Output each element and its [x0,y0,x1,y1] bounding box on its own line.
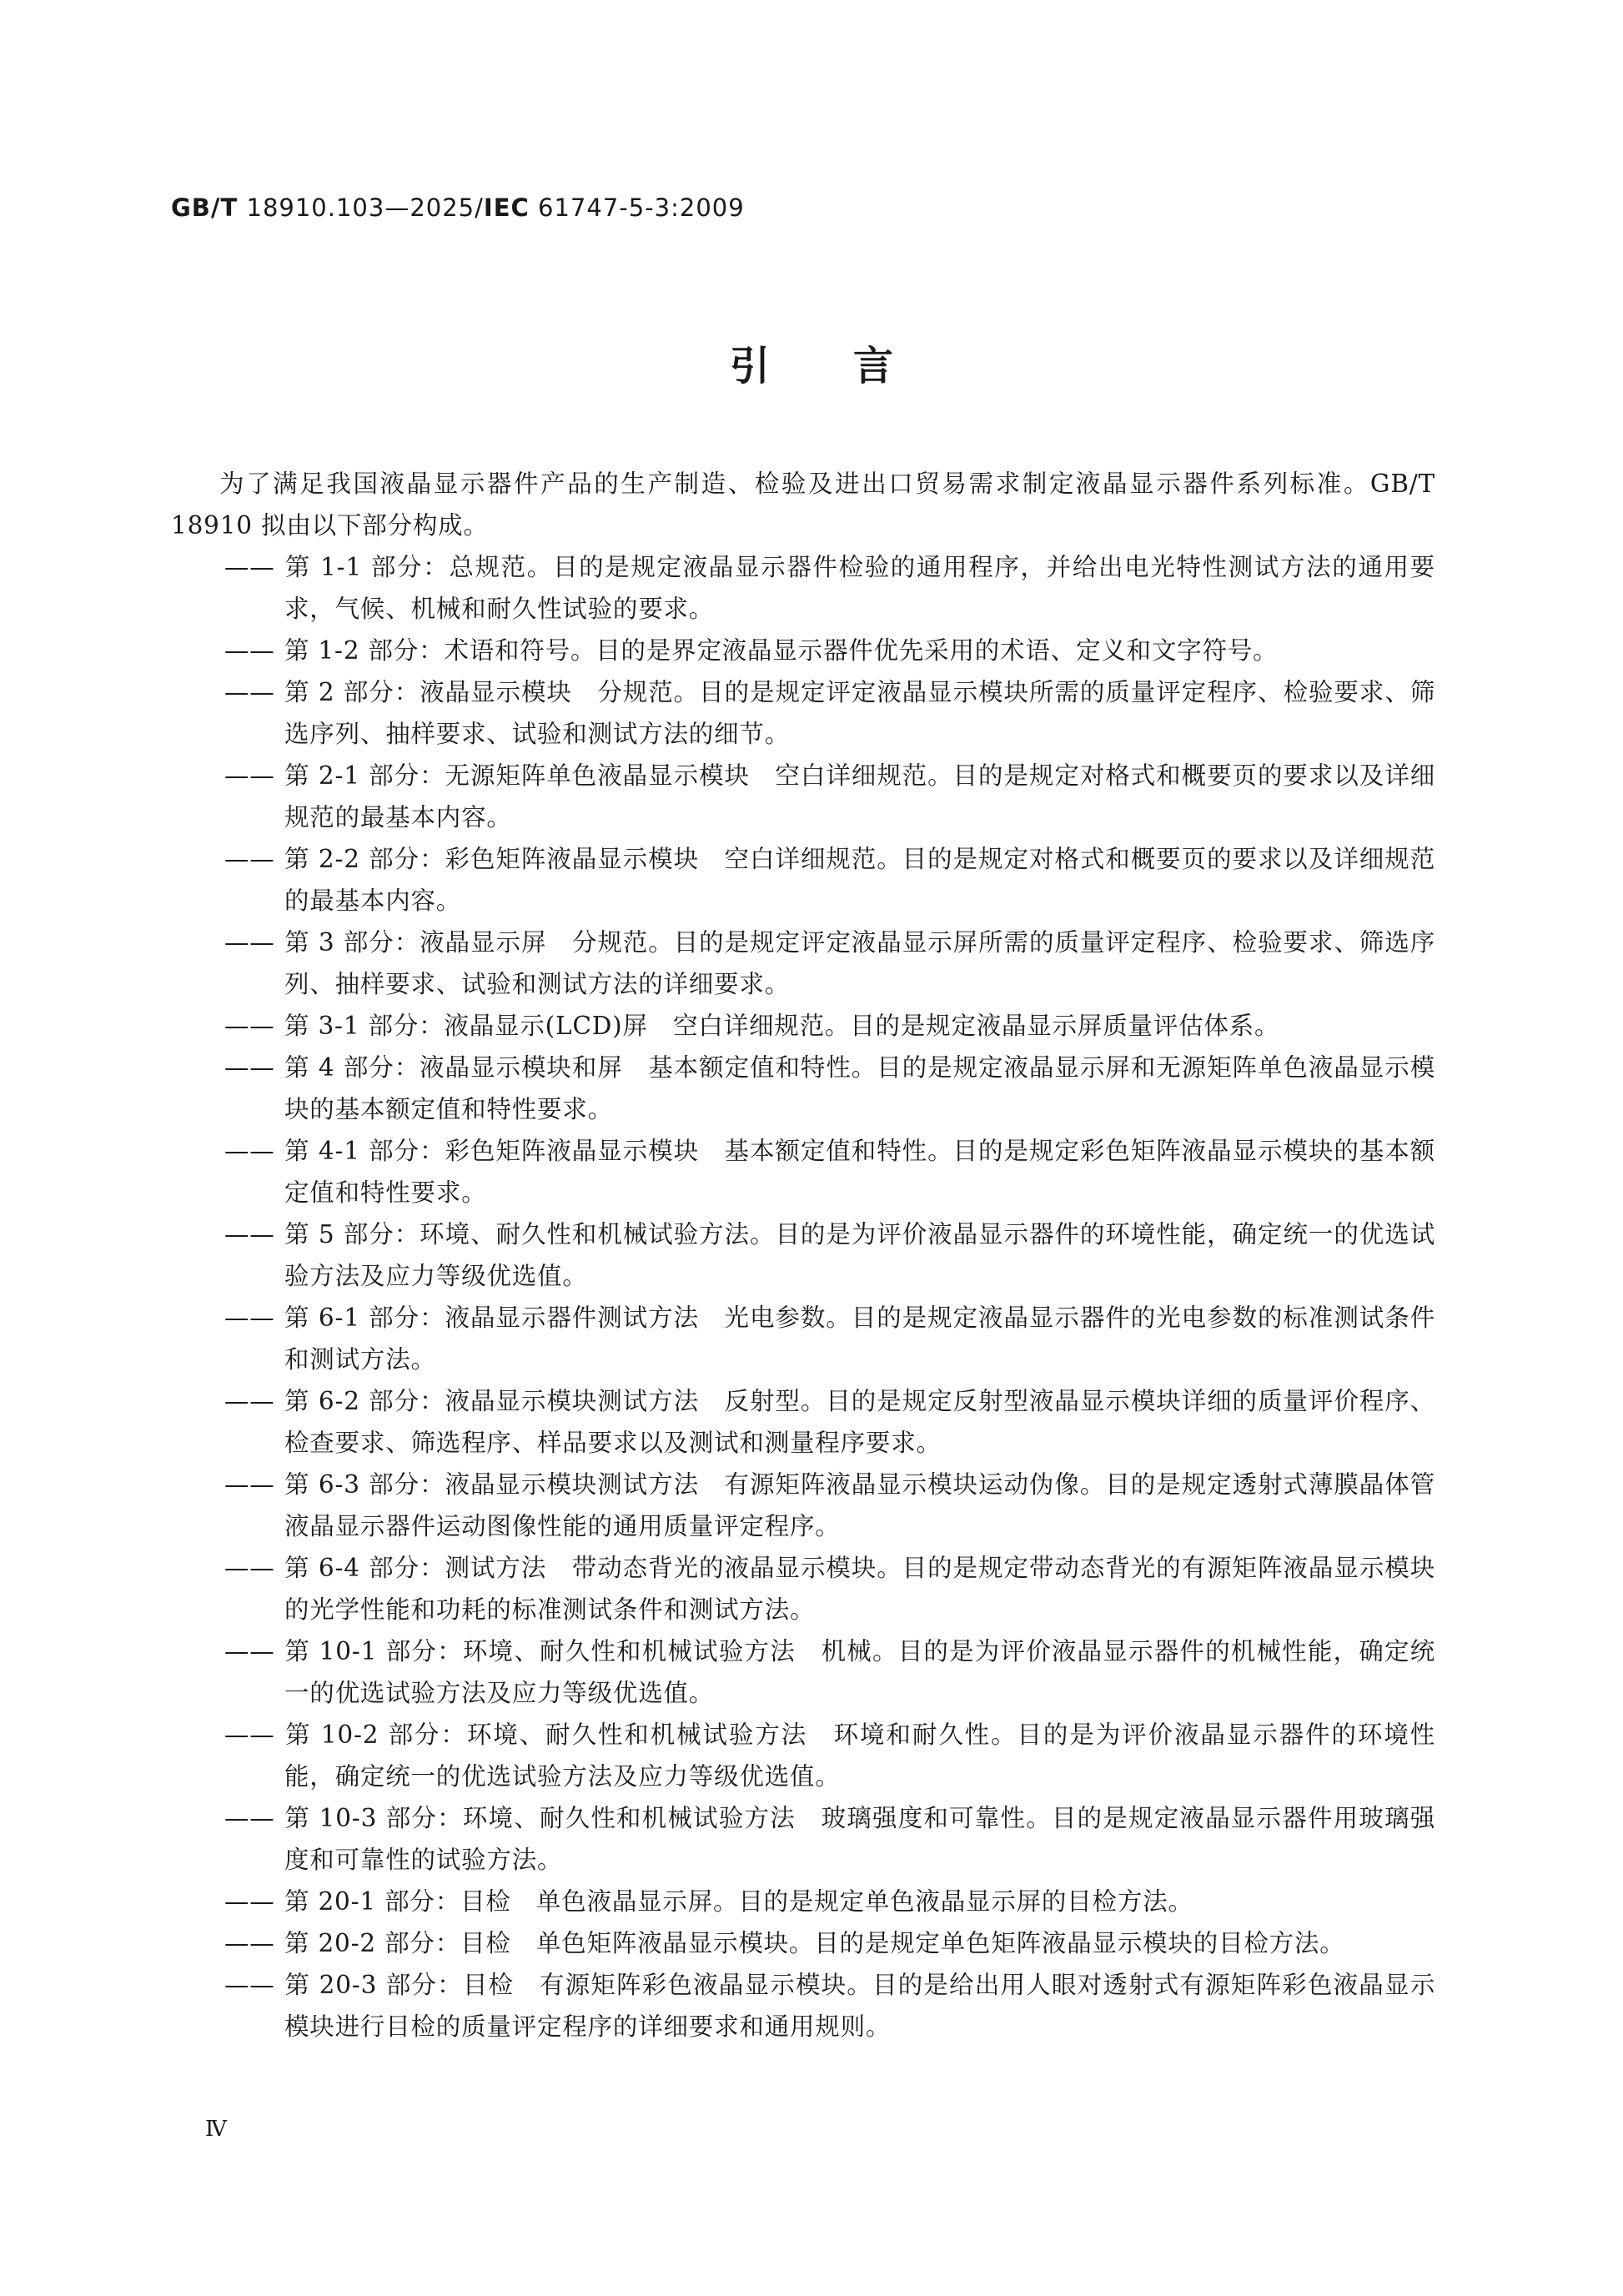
parts-list [171,546,1435,2047]
list-dash: —— [224,1887,275,1916]
list-item-text: 第 5 部分：环境、耐久性和机械试验方法。目的是为评价液晶显示器件的环境性能，确定统一的优选试验方法及应力等级优选值。 [284,1220,1435,1290]
list-item-text: 第 1-1 部分：总规范。目的是规定液晶显示器件检验的通用程序，并给出电光特性测试方法的通用要求，气候、机械和耐久性试验的要求。 [284,553,1435,623]
list-item-text: 第 6-4 部分：测试方法 带动态背光的液晶显示模块。目的是规定带动态背光的有源矩阵液晶显示模块的光学性能和功耗的标准测试条件和测试方法。 [284,1554,1435,1624]
header-code: GB/T [171,193,239,222]
list-item-text: 第 4-1 部分：彩色矩阵液晶显示模块 基本额定值和特性。目的是规定彩色矩阵液晶显示模块的基本额定值和特性要求。 [284,1137,1435,1207]
list-dash: —— [224,845,275,873]
list-item [171,1005,1435,1047]
list-dash: —— [224,1387,275,1415]
list-dash: —— [224,1304,275,1332]
list-item-text: 第 6-3 部分：液晶显示模块测试方法 有源矩阵液晶显示模块运动伪像。目的是规定透射式薄膜晶体管液晶显示器件运动图像性能的通用质量评定程序。 [284,1470,1435,1540]
list-item-text: 第 20-2 部分：目检 单色矩阵液晶显示模块。目的是规定单色矩阵液晶显示模块的目检方法。 [284,1929,1345,1957]
list-item-text: 第 3-1 部分：液晶显示(LCD)屏 空白详细规范。目的是规定液晶显示屏质量评估体系。 [284,1012,1280,1040]
list-item [171,1297,1435,1380]
list-dash: —— [224,1053,275,1082]
list-dash: —— [224,1721,275,1749]
list-item [171,1881,1435,1922]
list-dash: —— [224,1554,275,1582]
page-title: 引言 [729,343,977,389]
list-dash: —— [224,553,275,581]
page-number: Ⅳ [205,2117,227,2142]
list-item [171,1130,1435,1213]
list-item [171,1630,1435,1714]
list-dash: —— [224,1929,275,1957]
list-dash: —— [224,678,275,706]
list-item-text: 第 6-1 部分：液晶显示器件测试方法 光电参数。目的是规定液晶显示器件的光电参数的标准测试条件和测试方法。 [284,1304,1435,1374]
list-item [171,1797,1435,1881]
list-item [171,922,1435,1005]
list-item-text: 第 10-2 部分：环境、耐久性和机械试验方法 环境和耐久性。目的是为评价液晶显示器件的环境性能，确定统一的优选试验方法及应力等级优选值。 [284,1721,1435,1791]
list-item [171,1922,1435,1964]
list-item [171,1464,1435,1547]
list-item [171,755,1435,838]
list-item-text: 第 1-2 部分：术语和符号。目的是界定液晶显示器件优先采用的术语、定义和文字符号。 [284,636,1279,665]
list-item [171,1714,1435,1797]
list-item-text: 第 3 部分：液晶显示屏 分规范。目的是规定评定液晶显示屏所需的质量评定程序、检验要求、筛选序列、抽样要求、试验和测试方法的详细要求。 [284,928,1435,998]
list-item [171,1964,1435,2047]
list-item [171,1047,1435,1130]
list-item-text: 第 4 部分：液晶显示模块和屏 基本额定值和特性。目的是规定液晶显示屏和无源矩阵单色液晶显示模块的基本额定值和特性要求。 [284,1053,1435,1123]
list-item [171,1213,1435,1297]
list-item [171,546,1435,630]
list-dash: —— [224,1220,275,1248]
standard-header [171,193,745,222]
list-item [171,671,1435,755]
list-item [171,1547,1435,1630]
list-dash: —— [224,928,275,957]
list-dash: —— [224,1470,275,1499]
main-content [171,463,1435,2047]
list-dash: —— [224,1012,275,1040]
list-item-text: 第 10-3 部分：环境、耐久性和机械试验方法 玻璃强度和可靠性。目的是规定液晶显示器件用玻璃强度和可靠性的试验方法。 [284,1804,1435,1874]
list-item-text: 第 20-1 部分：目检 单色液晶显示屏。目的是规定单色液晶显示屏的目检方法。 [284,1887,1193,1916]
list-dash: —— [224,761,275,790]
header-number: 18910.103—2025/ [246,193,484,222]
list-dash: —— [224,1804,275,1832]
list-item [171,838,1435,922]
intro-paragraph: 为了满足我国液晶显示器件产品的生产制造、检验及进出口贸易需求制定液晶显示器件系列标准。GB/T 18910 拟由以下部分构成。 [171,470,1435,540]
list-item-text: 第 6-2 部分：液晶显示模块测试方法 反射型。目的是规定反射型液晶显示模块详细的质量评价程序、检查要求、筛选程序、样品要求以及测试和测量程序要求。 [284,1387,1435,1457]
list-dash: —— [224,1637,275,1665]
list-item-text: 第 2 部分：液晶显示模块 分规范。目的是规定评定液晶显示模块所需的质量评定程序、检验要求、筛选序列、抽样要求、试验和测试方法的细节。 [284,678,1435,748]
list-dash: —— [224,1137,275,1165]
list-item-text: 第 2-1 部分：无源矩阵单色液晶显示模块 空白详细规范。目的是规定对格式和概要页的要求以及详细规范的最基本内容。 [284,761,1435,831]
list-item-text: 第 10-1 部分：环境、耐久性和机械试验方法 机械。目的是为评价液晶显示器件的机械性能，确定统一的优选试验方法及应力等级优选值。 [284,1637,1435,1707]
list-item [171,1380,1435,1464]
list-item-text: 第 2-2 部分：彩色矩阵液晶显示模块 空白详细规范。目的是规定对格式和概要页的要求以及详细规范的最基本内容。 [284,845,1435,915]
list-item-text: 第 20-3 部分：目检 有源矩阵彩色液晶显示模块。目的是给出用人眼对透射式有源矩阵彩色液晶显示模块进行目检的质量评定程序的详细要求和通用规则。 [284,1971,1435,2041]
header-iec-code: IEC [483,193,530,222]
list-item [171,630,1435,671]
list-dash: —— [224,1971,275,1999]
header-iec-number: 61747-5-3:2009 [538,193,745,222]
list-dash: —— [224,636,275,665]
